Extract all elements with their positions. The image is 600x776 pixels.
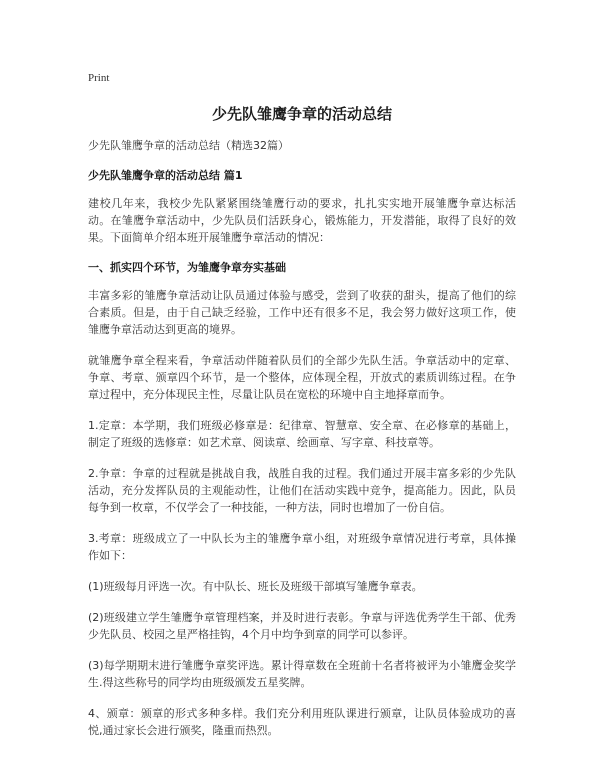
- article-heading: 少先队雏鹰争章的活动总结 篇1: [88, 169, 243, 182]
- body-paragraph: 丰富多彩的雏鹰争章活动让队员通过体验与感受，尝到了收获的甜头，提高了他们的综合素质。但是，由于自己缺乏经验，工作中还有很多不足，我会努力做好这项工作，使雏鹰争章活动达到更高的境界。: [88, 289, 516, 336]
- document-page: [88, 70, 516, 753]
- body-paragraph: 就雏鹰争章全程来看，争章活动伴随着队员们的全部少先队生活。争章活动中的定章、争章、考章、颁章四个环节，是一个整体，应体现全程，开放式的素质训练过程。在争章过程中，充分体现民主性，尽量让队员在宽松的环境中自主地择章而争。: [88, 354, 516, 401]
- intro-paragraph: 建校几年来，我校少先队紧紧围绕雏鹰行动的要求，扎扎实实地开展雏鹰争章达标活动。在雏鹰争章活动中，少先队员们活跃身心，锻炼能力，开发潜能，取得了良好的效果。下面简单介绍本班开展雏鹰争章活动的情况：: [88, 197, 516, 244]
- print-label: Print: [88, 72, 110, 84]
- body-paragraph: (1)班级每月评选一次。有中队长、班长及班级干部填写雏鹰争章表。: [88, 580, 423, 593]
- body-paragraph: (2)班级建立学生雏鹰争章管理档案，并及时进行表彰。争章与评选优秀学生干部、优秀少先队员、校园之星严格挂钩，4个月中均争到章的同学可以参评。: [88, 611, 516, 641]
- section-heading: 一、抓实四个环节，为雏鹰争章夯实基础: [88, 261, 286, 274]
- body-paragraph: 2.争章：争章的过程就是挑战自我，战胜自我的过程。我们通过开展丰富多彩的少先队活动，充分发挥队员的主观能动性，让他们在活动实践中竞争，提高能力。因此，队员每争到一枚章，不仅学会了一种技能，一种方法，同时也增加了一份自信。: [88, 467, 516, 514]
- body-paragraph: (3)每学期期末进行雏鹰争章奖评选。累计得章数在全班前十名者将被评为小雏鹰金奖学生.得这些称号的同学均由班级颁发五星奖牌。: [88, 659, 516, 689]
- body-paragraph: 1.定章：本学期，我们班级必修章是：纪律章、智慧章、安全章、在必修章的基础上，制定了班级的选修章：如艺术章、阅读章、绘画章、写字章、科技章等。: [88, 419, 516, 449]
- body-paragraph: 4、颁章：颁章的形式多种多样。我们充分利用班队课进行颁章，让队员体验成功的喜悦,通过家长会进行颁奖，隆重而热烈。: [88, 707, 516, 737]
- document-title: 少先队雏鹰争章的活动总结: [211, 105, 392, 123]
- body-paragraph: 3.考章：班级成立了一中队长为主的雏鹰争章小组，对班级争章情况进行考章，具体操作如下：: [88, 532, 516, 562]
- document-subtitle: 少先队雏鹰争章的活动总结（精选32篇）: [88, 139, 289, 152]
